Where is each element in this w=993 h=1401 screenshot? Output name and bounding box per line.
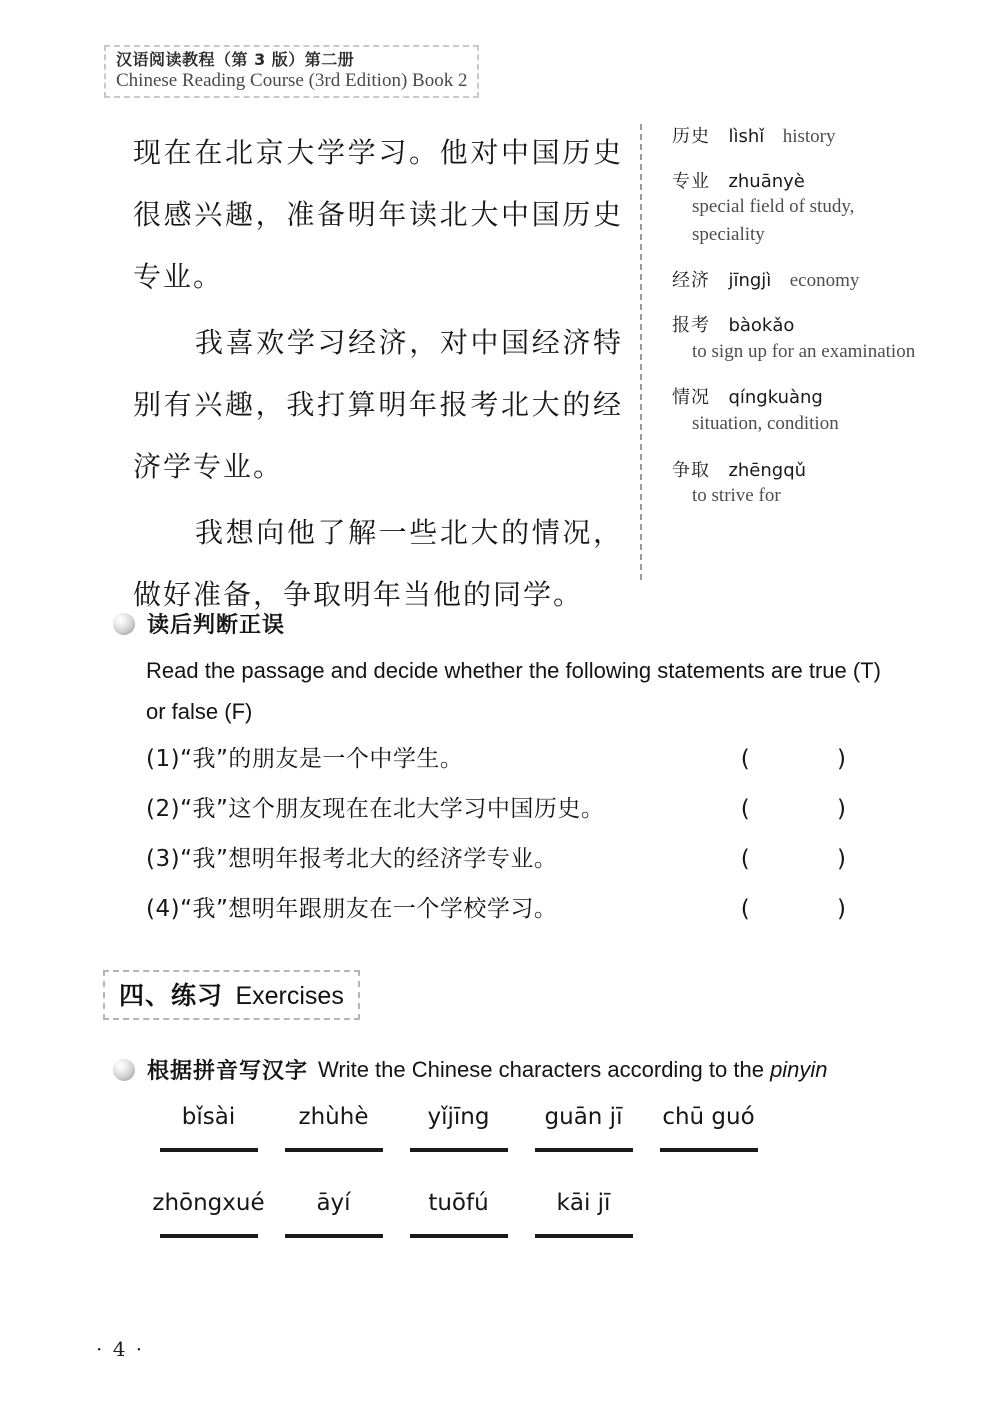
vocabulary-entry [672, 387, 917, 437]
answer-blank-cell[interactable] [271, 1234, 396, 1238]
statement-number: (3) [146, 846, 181, 872]
section-label-chinese: 四、练习 [119, 981, 224, 1010]
task-heading-english [318, 1057, 828, 1083]
answer-blank-line[interactable] [160, 1148, 258, 1152]
answer-blank-cell[interactable] [521, 1234, 646, 1238]
pinyin-word: kāi jī [556, 1190, 611, 1216]
answer-blank-line[interactable] [535, 1234, 633, 1238]
pinyin-word: zhōngxué [152, 1190, 265, 1216]
true-false-task-heading [113, 608, 285, 639]
statement-text: “我”想明年报考北大的经济学专业。 [180, 846, 558, 872]
vocab-hanzi: 专业 [672, 170, 710, 192]
pinyin-word: bǐsài [181, 1104, 236, 1130]
true-false-statement-list [146, 740, 886, 940]
answer-blank-line[interactable] [285, 1234, 383, 1238]
statement-number: (1) [146, 746, 181, 772]
answer-blank-cell[interactable] [271, 1148, 396, 1152]
answer-blank-line[interactable] [660, 1148, 758, 1152]
vertical-dashed-divider [640, 124, 642, 580]
answer-blank-cell[interactable] [396, 1148, 521, 1152]
answer-blank-line[interactable] [410, 1148, 508, 1152]
pinyin-word: tuōfú [428, 1190, 489, 1216]
answer-blank-row-2 [146, 1234, 926, 1238]
vocabulary-entry [672, 460, 917, 510]
pinyin-word: yǐjīng [427, 1104, 490, 1130]
true-false-row [146, 890, 886, 940]
vocab-pinyin: jīngjì [728, 270, 772, 292]
vocab-definition: situation, condition [692, 413, 839, 435]
vocab-pinyin: lìshǐ [728, 126, 765, 147]
bullet-sphere-icon [113, 1059, 135, 1081]
answer-blank-line[interactable] [285, 1148, 383, 1152]
answer-parentheses[interactable]: ( ) [740, 746, 886, 772]
task-heading-chinese: 读后判断正误 [147, 613, 286, 638]
answer-blank-line[interactable] [160, 1234, 258, 1238]
answer-parentheses[interactable]: ( ) [740, 796, 886, 822]
vocab-definition: economy [789, 270, 860, 292]
answer-blank-cell[interactable] [646, 1148, 771, 1152]
vocabulary-entry [672, 126, 917, 149]
true-false-row [146, 840, 886, 890]
pinyin-word: chū guó [662, 1104, 755, 1130]
pinyin-italic-word: pinyin [770, 1056, 828, 1082]
true-false-instruction: Read the passage and decide whether the following statements are true (T) or false (F) [146, 658, 881, 724]
passage-paragraph-1: 现在在北京大学学习。他对中国历史很感兴趣，准备明年读北大中国历史专业。 [133, 136, 623, 293]
vocab-pinyin: zhuānyè [728, 170, 805, 192]
statement-number: (4) [146, 896, 181, 922]
header-title-chinese: 汉语阅读教程（第 3 版）第二册 [116, 50, 355, 69]
running-header [104, 45, 479, 98]
answer-blank-line[interactable] [410, 1234, 508, 1238]
vocab-definition: to sign up for an examination [692, 340, 916, 362]
passage-paragraph-3: 我想向他了解一些北大的情况，做好准备，争取明年当他的同学。 [133, 516, 623, 611]
header-title-english: Chinese Reading Course (3rd Edition) Book 2 [116, 70, 468, 91]
pinyin-word: zhùhè [298, 1104, 369, 1130]
statement-number: (2) [146, 796, 181, 822]
reading-passage [133, 122, 623, 630]
true-false-row [146, 740, 886, 790]
statement-text: “我”想明年跟朋友在一个学校学习。 [180, 896, 558, 922]
pinyin-exercise [146, 1104, 926, 1238]
answer-blank-cell[interactable] [396, 1234, 521, 1238]
answer-blank-row-1 [146, 1148, 926, 1152]
task-heading-chinese: 根据拼音写汉字 [147, 1059, 309, 1084]
true-false-row [146, 790, 886, 840]
answer-parentheses[interactable]: ( ) [740, 896, 886, 922]
vocabulary-entry [672, 171, 917, 249]
pinyin-word: āyí [316, 1190, 351, 1216]
vocab-hanzi: 情况 [672, 387, 710, 409]
vocabulary-entry [672, 270, 917, 293]
pinyin-task-heading [113, 1054, 828, 1085]
vocab-pinyin: zhēngqǔ [728, 459, 807, 481]
vocab-pinyin: bàokǎo [728, 315, 795, 337]
vocabulary-list [672, 126, 917, 532]
pinyin-word-row-1 [146, 1104, 926, 1130]
statement-text: “我”这个朋友现在在北大学习中国历史。 [180, 796, 605, 822]
vocab-pinyin: qíngkuàng [728, 387, 823, 409]
vocab-definition: to strive for [692, 485, 781, 507]
answer-blank-cell[interactable] [146, 1148, 271, 1152]
page-number: · 4 · [96, 1337, 145, 1361]
exercises-section-header [103, 970, 360, 1020]
pinyin-word: guān jī [544, 1104, 623, 1130]
task-heading-english-text: Write the Chinese characters according to the [318, 1056, 771, 1082]
vocab-definition: history [782, 126, 836, 147]
passage-paragraph-2: 我喜欢学习经济，对中国经济特别有兴趣，我打算明年报考北大的经济学专业。 [133, 326, 623, 483]
vocabulary-entry [672, 315, 917, 365]
vocab-hanzi: 争取 [672, 459, 710, 481]
vocab-definition: special field of study, speciality [692, 196, 855, 245]
bullet-sphere-icon [113, 613, 135, 635]
answer-blank-cell[interactable] [521, 1148, 646, 1152]
statement-text: “我”的朋友是一个中学生。 [180, 746, 464, 772]
answer-blank-line[interactable] [535, 1148, 633, 1152]
vocab-hanzi: 历史 [672, 126, 710, 147]
answer-blank-cell[interactable] [146, 1234, 271, 1238]
pinyin-word-row-2 [146, 1190, 926, 1216]
vocab-hanzi: 经济 [672, 270, 710, 292]
answer-parentheses[interactable]: ( ) [740, 846, 886, 872]
section-label-english: Exercises [235, 982, 344, 1010]
vocab-hanzi: 报考 [672, 315, 710, 337]
